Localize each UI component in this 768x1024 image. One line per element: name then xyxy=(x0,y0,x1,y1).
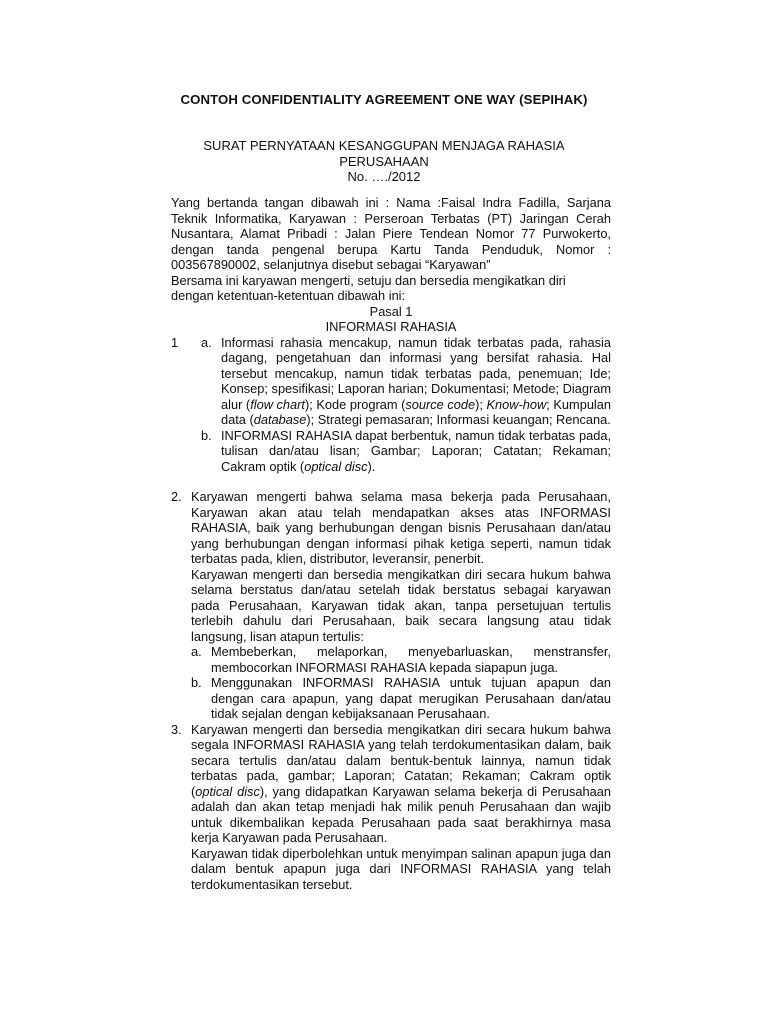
clause-2-paragraph-2: Karyawan mengerti dan bersedia mengikatkan diri secara hukum bahwa selama berstatus dan/atau setelah tidak berstatus sebagai karyawan pada Perusahaan, Karyawan tidak akan, tanpa persetujuan tertulis terlebih dahulu dari Perusahaan, baik secara langsung atau tidak langsung, lisan atapun tertulis: xyxy=(191,566,611,644)
document-body xyxy=(171,195,611,892)
heading-line-1: SURAT PERNYATAAN KESANGGUPAN MENJAGA RAHASIA xyxy=(203,138,565,153)
document-title: CONTOH CONFIDENTIALITY AGREEMENT ONE WAY (SEPIHAK) xyxy=(180,92,588,107)
clause-text: ), yang didapatkan Karyawan selama bekerja di Perusahaan adalah dan akan tetap menjadi hak milik penuh Perusahaan dan wajib untuk dikembalikan kepada Perusahaan pada saat berakhirnya masa kerja Karyawan pada Perusahaan. xyxy=(191,783,611,845)
clause-text: ); xyxy=(475,396,487,412)
clause-italic: flow chart xyxy=(250,396,305,412)
clause-3-paragraph-1 xyxy=(191,722,611,846)
clause-3-paragraph-2: Karyawan tidak diperbolehkan untuk menyimpan salinan apapun juga dan dalam bentuk apapun juga dari INFORMASI RAHASIA yang telah terdokumentasikan tersebut. xyxy=(191,845,611,892)
heading-number: No. …./2012 xyxy=(347,169,421,184)
clause-text: INFORMASI RAHASIA dapat berbentuk, namun tidak terbatas pada, tulisan dan/atau lisan; Gambar; Laporan; Catatan; Rekaman; Cakram optik ( xyxy=(221,427,611,474)
sub-label: a. xyxy=(201,334,212,350)
clause-text: Karyawan mengerti dan bersedia mengikatkan diri secara hukum bahwa segala INFORMASI RAHASIA yang telah terdokumentasikan dalam, baik secara tertulis dan/atau dalam bentuk-bentuk lainnya, namun tidak terbatas pada, gambar; Laporan; Catatan; Rekaman; Cakram optik ( xyxy=(191,721,611,799)
clause-text: Menggunakan INFORMASI RAHASIA untuk tujuan apapun dan dengan cara apapun, yang dapat merugikan Perusahaan dan/atau tidak sejalan dengan kebijaksanaan Perusahaan. xyxy=(211,675,611,721)
clause-text: ); Kode program ( xyxy=(304,396,406,412)
clause-number: 3. xyxy=(171,721,182,737)
clause-text: ; Kumpulan data ( xyxy=(221,396,612,427)
sub-label: a. xyxy=(191,644,202,659)
clause-text: ); Strategi pemasaran; Informasi keuangan; Rencana. xyxy=(306,412,611,427)
clause-italic: Know-how xyxy=(486,396,547,412)
agreement-paragraph: Bersama ini karyawan mengerti, setuju dan bersedia mengikatkan diri dengan ketentuan-ketentuan dibawah ini: xyxy=(171,272,566,303)
clause-italic: source code xyxy=(405,396,476,412)
clause-italic: database xyxy=(253,412,307,427)
intro-paragraph: Yang bertanda tangan dibawah ini : Nama :Faisal Indra Fadilla, Sarjana Teknik Informatika, Karyawan : Perseroan Terbatas (PT) Jaringan Cerah Nusantara, Alamat Pribadi : Jalan Piere Tendean Nomor 77 Purwokerto, dengan tanda pengenal berupa Kartu Tanda Penduduk, Nomor : 003567890002, selanjutnya disebut sebagai “Karyawan” xyxy=(171,195,611,272)
clause-number: 1 xyxy=(171,334,179,350)
clause-2-paragraph-1: Karyawan mengerti bahwa selama masa bekerja pada Perusahaan, Karyawan akan atau telah mendapatkan akses atas INFORMASI RAHASIA, baik yang berhubungan dengan bisnis Perusahaan dan/atau yang berhubungan dengan informasi pihak ketiga seperti, namun tidak terbatas pada, klien, distributor, leveransir, penerbit. xyxy=(191,489,611,566)
clause-italic: optical disc xyxy=(195,783,260,799)
clause-text: Informasi rahasia mencakup, namun tidak terbatas pada, rahasia dagang, pengetahuan dan informasi yang bersifat rahasia. Hal tersebut mencakup, namun tidak terbatas pada, penemuan; Ide; Konsep; spesifikasi; Laporan harian; Dokumentasi; Metode; Diagram alur ( xyxy=(221,334,611,412)
clause-italic: optical disc xyxy=(304,458,368,474)
clause-1a xyxy=(201,335,611,428)
clause-3 xyxy=(171,722,611,893)
sub-label: b. xyxy=(191,675,202,690)
pasal-number: Pasal 1 xyxy=(369,303,413,319)
clause-text: Membeberkan, melaporkan, menyebarluaskan, menstransfer, membocorkan INFORMASI RAHASIA kepada siapapun juga. xyxy=(211,644,611,675)
clause-2b xyxy=(191,675,611,722)
clause-number: 2. xyxy=(171,489,182,504)
clause-text: ). xyxy=(367,458,376,474)
clause-1b xyxy=(201,428,611,475)
clause-1 xyxy=(171,335,611,475)
heading-line-2: PERUSAHAAN xyxy=(339,153,429,169)
pasal-title: INFORMASI RAHASIA xyxy=(325,319,457,334)
statement-heading xyxy=(0,138,768,185)
clause-2a xyxy=(191,644,611,675)
sub-label: b. xyxy=(201,427,212,443)
clause-2 xyxy=(171,489,611,722)
